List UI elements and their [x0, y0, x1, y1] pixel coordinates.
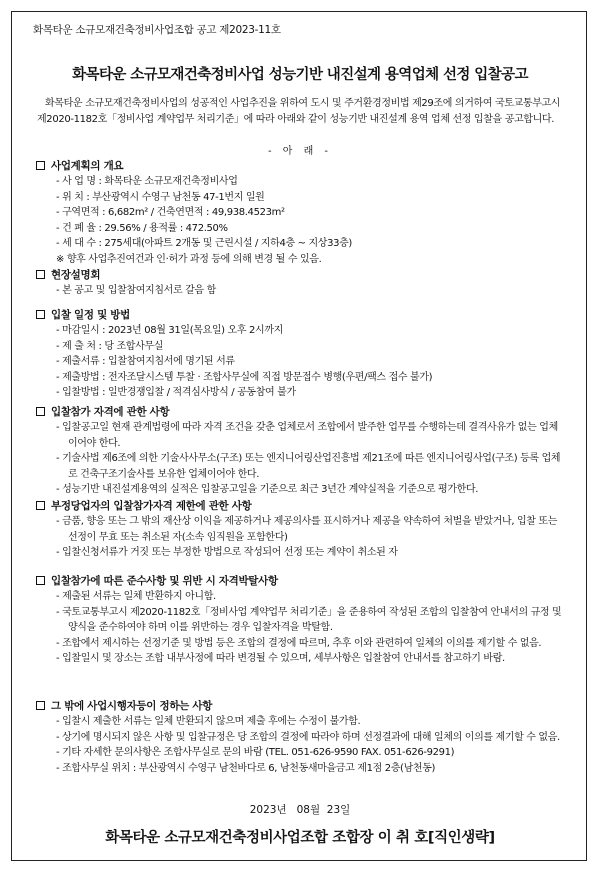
checkbox-square-icon	[36, 701, 45, 710]
list-item: - 조합사무실 위치 : 부산광역시 수영구 남천바다로 6, 남천동새마을금고 제1점 2층(남천동)	[56, 762, 436, 774]
list-item: - 제출방법 : 전자조달시스템 투찰 · 조합사무실에 직접 방문접수 병행(우편/팩스 접수 불가)	[56, 371, 433, 383]
list-item: - 구역면적 : 6,682m² / 건축연면적 : 49,938.4523m²	[56, 207, 285, 218]
list-item: - 입찰공고일 현재 관계법령에 따라 자격 조건을 갖춘 업체로서 조합에서 발주한 업무를 수행하는데 결격사유가 없는 업체이어야 한다.	[56, 422, 558, 449]
item-list	[36, 420, 566, 498]
list-item: - 조합에서 제시하는 선정기준 및 방법 등은 조합의 결정에 따르며, 추후 이와 관련하여 일체의 이의를 제기할 수 없음.	[56, 637, 542, 649]
section-site-briefing	[36, 266, 566, 299]
section-title: 그 밖에 사업시행자등이 정하는 사항	[51, 700, 213, 712]
section-bid-schedule	[36, 306, 566, 401]
list-item: - 사 업 명 : 화목타운 소규모재건축정비사업	[56, 176, 238, 187]
section-eligibility	[36, 403, 566, 498]
item-list	[36, 714, 566, 776]
notice-number: 화목타운 소규모재건축정비사업조합 공고 제2023-11호	[33, 24, 281, 36]
item-list	[36, 323, 566, 401]
list-item: - 입찰시 제출한 서류는 일체 반환되지 않으며 제출 후에는 수정이 불가함.	[56, 716, 361, 727]
list-item: - 입찰신청서류가 거짓 또는 부정한 방법으로 작성되어 선정 또는 계약이 취소된 자	[56, 547, 398, 558]
list-item: - 국토교통부고시 제2020-1182호「정비사업 계약업무 처리기준」을 준용하여 작성된 조합의 입찰참여 안내서의 규정 및 양식을 준수하여야 하며 이를 위반하는 경우 입찰자격을 박탈함.	[56, 606, 562, 633]
document-title: 화목타운 소규모재건축정비사업 성능기반 내진설계 용역업체 선정 입찰공고	[72, 67, 528, 83]
list-item: - 기타 자세한 문의사항은 조합사무실로 문의 바람 (TEL. 051-626-9590 FAX. 051-626-9291)	[56, 747, 455, 758]
section-title: 부정당업자의 입찰참가자격 제한에 관한 사항	[51, 500, 252, 512]
list-item: - 상기에 명시되지 않은 사항 및 입찰규정은 당 조합의 결정에 따라야 하며 선정결과에 대해 일체의 이의를 제기할 수 없음.	[56, 731, 560, 743]
item-list	[36, 283, 566, 299]
item-list	[36, 514, 566, 561]
section-title: 현장설명회	[51, 269, 101, 281]
checkbox-square-icon	[36, 310, 45, 319]
section-compliance	[36, 572, 566, 667]
signatory: 화목타운 소규모재건축정비사업조합 조합장 이 취 호[직인생략]	[105, 830, 495, 846]
list-item: - 입찰일시 및 장소는 조합 내부사정에 따라 변경될 수 있으며, 세부사항은 입찰참여 안내서를 참고하기 바람.	[56, 653, 505, 664]
section-title: 입찰 일정 및 방법	[51, 309, 130, 321]
notice-date: 2023년 08월 23일	[249, 804, 351, 816]
item-list	[36, 174, 566, 267]
list-item: - 기술사법 제6조에 의한 기술사사무소(구조) 또는 엔지니어링산업진흥법 제21조에 따른 엔지니어링사업(구조) 등록 업체로 건축구조기술사를 보유한 업체이어야 한다.	[56, 453, 561, 480]
item-list	[36, 589, 566, 667]
checkbox-square-icon	[36, 407, 45, 416]
list-item: - 제출된 서류는 일체 반환하지 아니함.	[56, 591, 216, 602]
below-marker: - 아 래 -	[267, 146, 333, 157]
list-item: - 위 치 : 부산광역시 수영구 남천동 47-1번지 일원	[56, 191, 265, 203]
list-item: - 세 대 수 : 275세대(아파트 2개동 및 근린시설 / 지하4층 ~ 지상33층)	[56, 238, 352, 249]
intro-paragraph: 화목타운 소규모재건축정비사업의 성공적인 사업추진을 위하여 도시 및 주거환경정비법 제29조에 의거하여 국토교통부고시 제2020-1182호「정비사업 계약업무 처리기준」에 따라 아래와 같이 성능기반 내진설계 용역 업체 선정 입찰을 공고합니다.	[37, 98, 561, 125]
list-item: - 입찰방법 : 일반경쟁입찰 / 적격심사방식 / 공동참여 불가	[56, 387, 296, 398]
list-item: - 제출서류 : 입찰참여지침서에 명기된 서류	[56, 356, 235, 367]
section-title: 입찰참가에 따른 준수사항 및 위반 시 자격박탈사항	[51, 575, 278, 587]
list-item: - 건 폐 율 : 29.56% / 용적률 : 472.50%	[56, 222, 228, 234]
section-project-overview	[36, 157, 566, 267]
list-item: - 금품, 향응 또는 그 밖의 재산상 이익을 제공하거나 제공의사를 표시하거나 제공을 약속하여 처벌을 받았거나, 입찰 또는 선정이 무효 또는 취소된 자(소속 임직원을 포함한다)	[56, 516, 558, 543]
checkbox-square-icon	[36, 501, 45, 510]
section-title: 입찰참가 자격에 관한 사항	[51, 406, 170, 418]
section-other-matters	[36, 697, 566, 776]
checkbox-square-icon	[36, 576, 45, 585]
list-item: - 본 공고 및 입찰참여지침서로 갈음 함	[56, 285, 216, 296]
list-item: - 마감일시 : 2023년 08월 31일(목요일) 오후 2시까지	[56, 325, 283, 336]
section-disqualification	[36, 497, 566, 561]
list-item: ※ 향후 사업추진여건과 인·허가 과정 등에 의해 변경 될 수 있음.	[56, 253, 322, 265]
list-item: - 성능기반 내진설계용역의 실적은 입찰공고일을 기준으로 최근 3년간 계약실적을 기준으로 평가한다.	[56, 484, 479, 495]
list-item: - 제 출 처 : 당 조합사무실	[56, 340, 164, 352]
section-title: 사업계획의 개요	[51, 160, 124, 172]
checkbox-square-icon	[36, 270, 45, 279]
checkbox-square-icon	[36, 161, 45, 170]
